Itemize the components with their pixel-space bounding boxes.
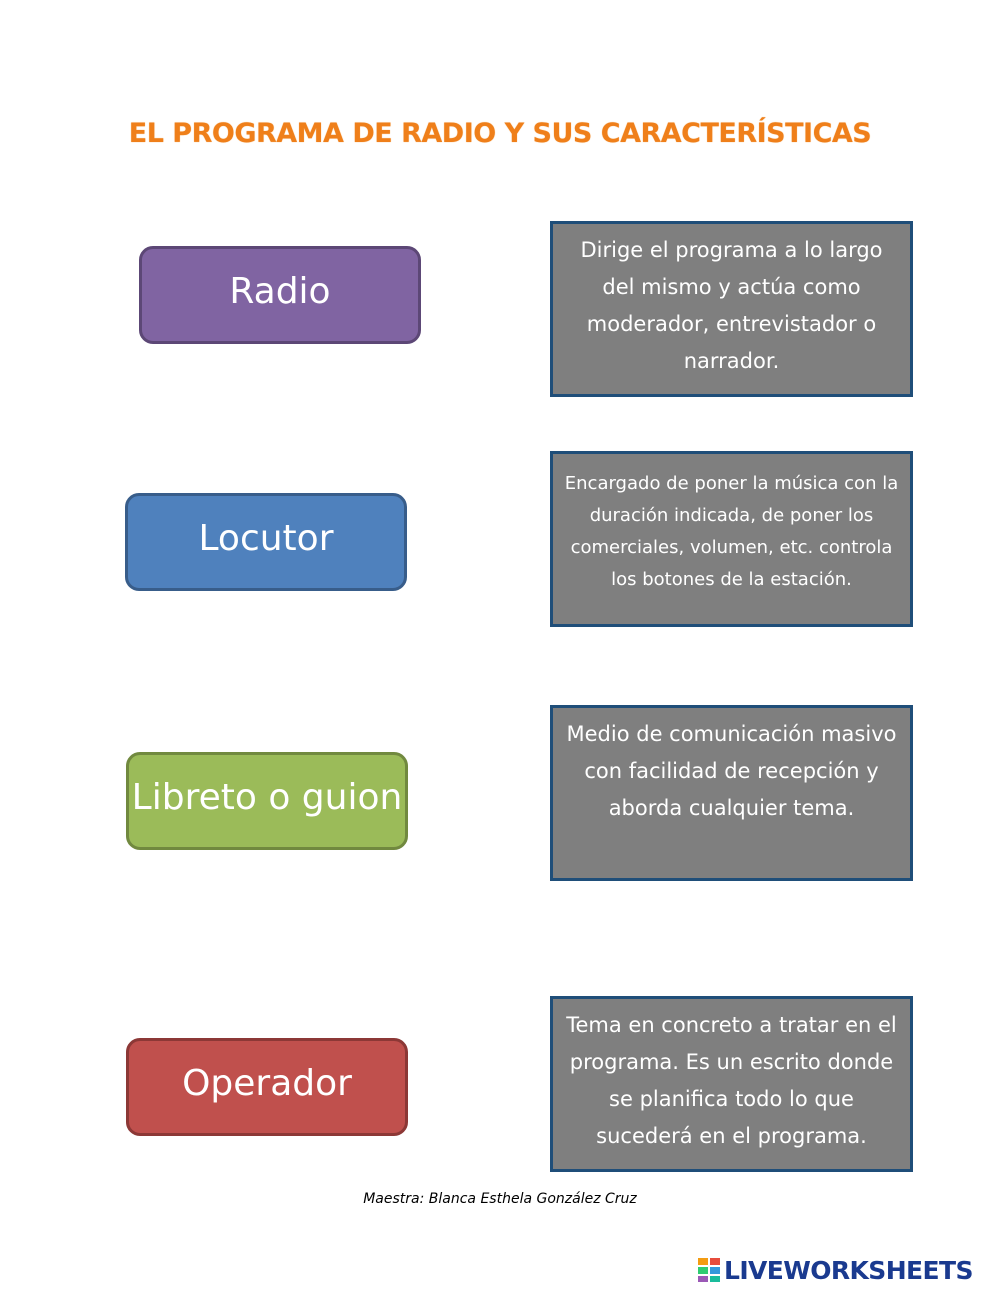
definition-box-2[interactable]: Encargado de poner la música con la duración indicada, de poner los comerciales, volumen, etc. controla los botones de la estación. xyxy=(550,451,913,627)
term-label: Radio xyxy=(229,270,331,312)
term-card-libreto[interactable] xyxy=(126,752,408,850)
term-card-operador[interactable] xyxy=(126,1038,408,1136)
brand-logo xyxy=(697,1254,973,1286)
term-card-locutor[interactable] xyxy=(125,493,407,591)
term-label: Operador xyxy=(182,1062,352,1104)
liveworksheets-logo-icon xyxy=(697,1257,721,1283)
page-title: EL PROGRAMA DE RADIO Y SUS CARACTERÍSTICAS xyxy=(128,118,872,149)
definition-box-3[interactable]: Medio de comunicación masivo con facilidad de recepción y aborda cualquier tema. xyxy=(550,705,913,881)
brand-name: LIVEWORKSHEETS xyxy=(724,1255,973,1285)
teacher-credit: Maestra: Blanca Esthela González Cruz xyxy=(363,1191,637,1207)
definition-box-4[interactable]: Tema en concreto a tratar en el programa. Es un escrito donde se planifica todo lo que sucederá en el programa. xyxy=(550,996,913,1172)
term-label: Locutor xyxy=(198,517,334,559)
term-label: Libreto o guion xyxy=(131,776,403,818)
definition-box-1[interactable]: Dirige el programa a lo largo del mismo y actúa como moderador, entrevistador o narrador. xyxy=(550,221,913,397)
term-card-radio[interactable] xyxy=(139,246,421,344)
